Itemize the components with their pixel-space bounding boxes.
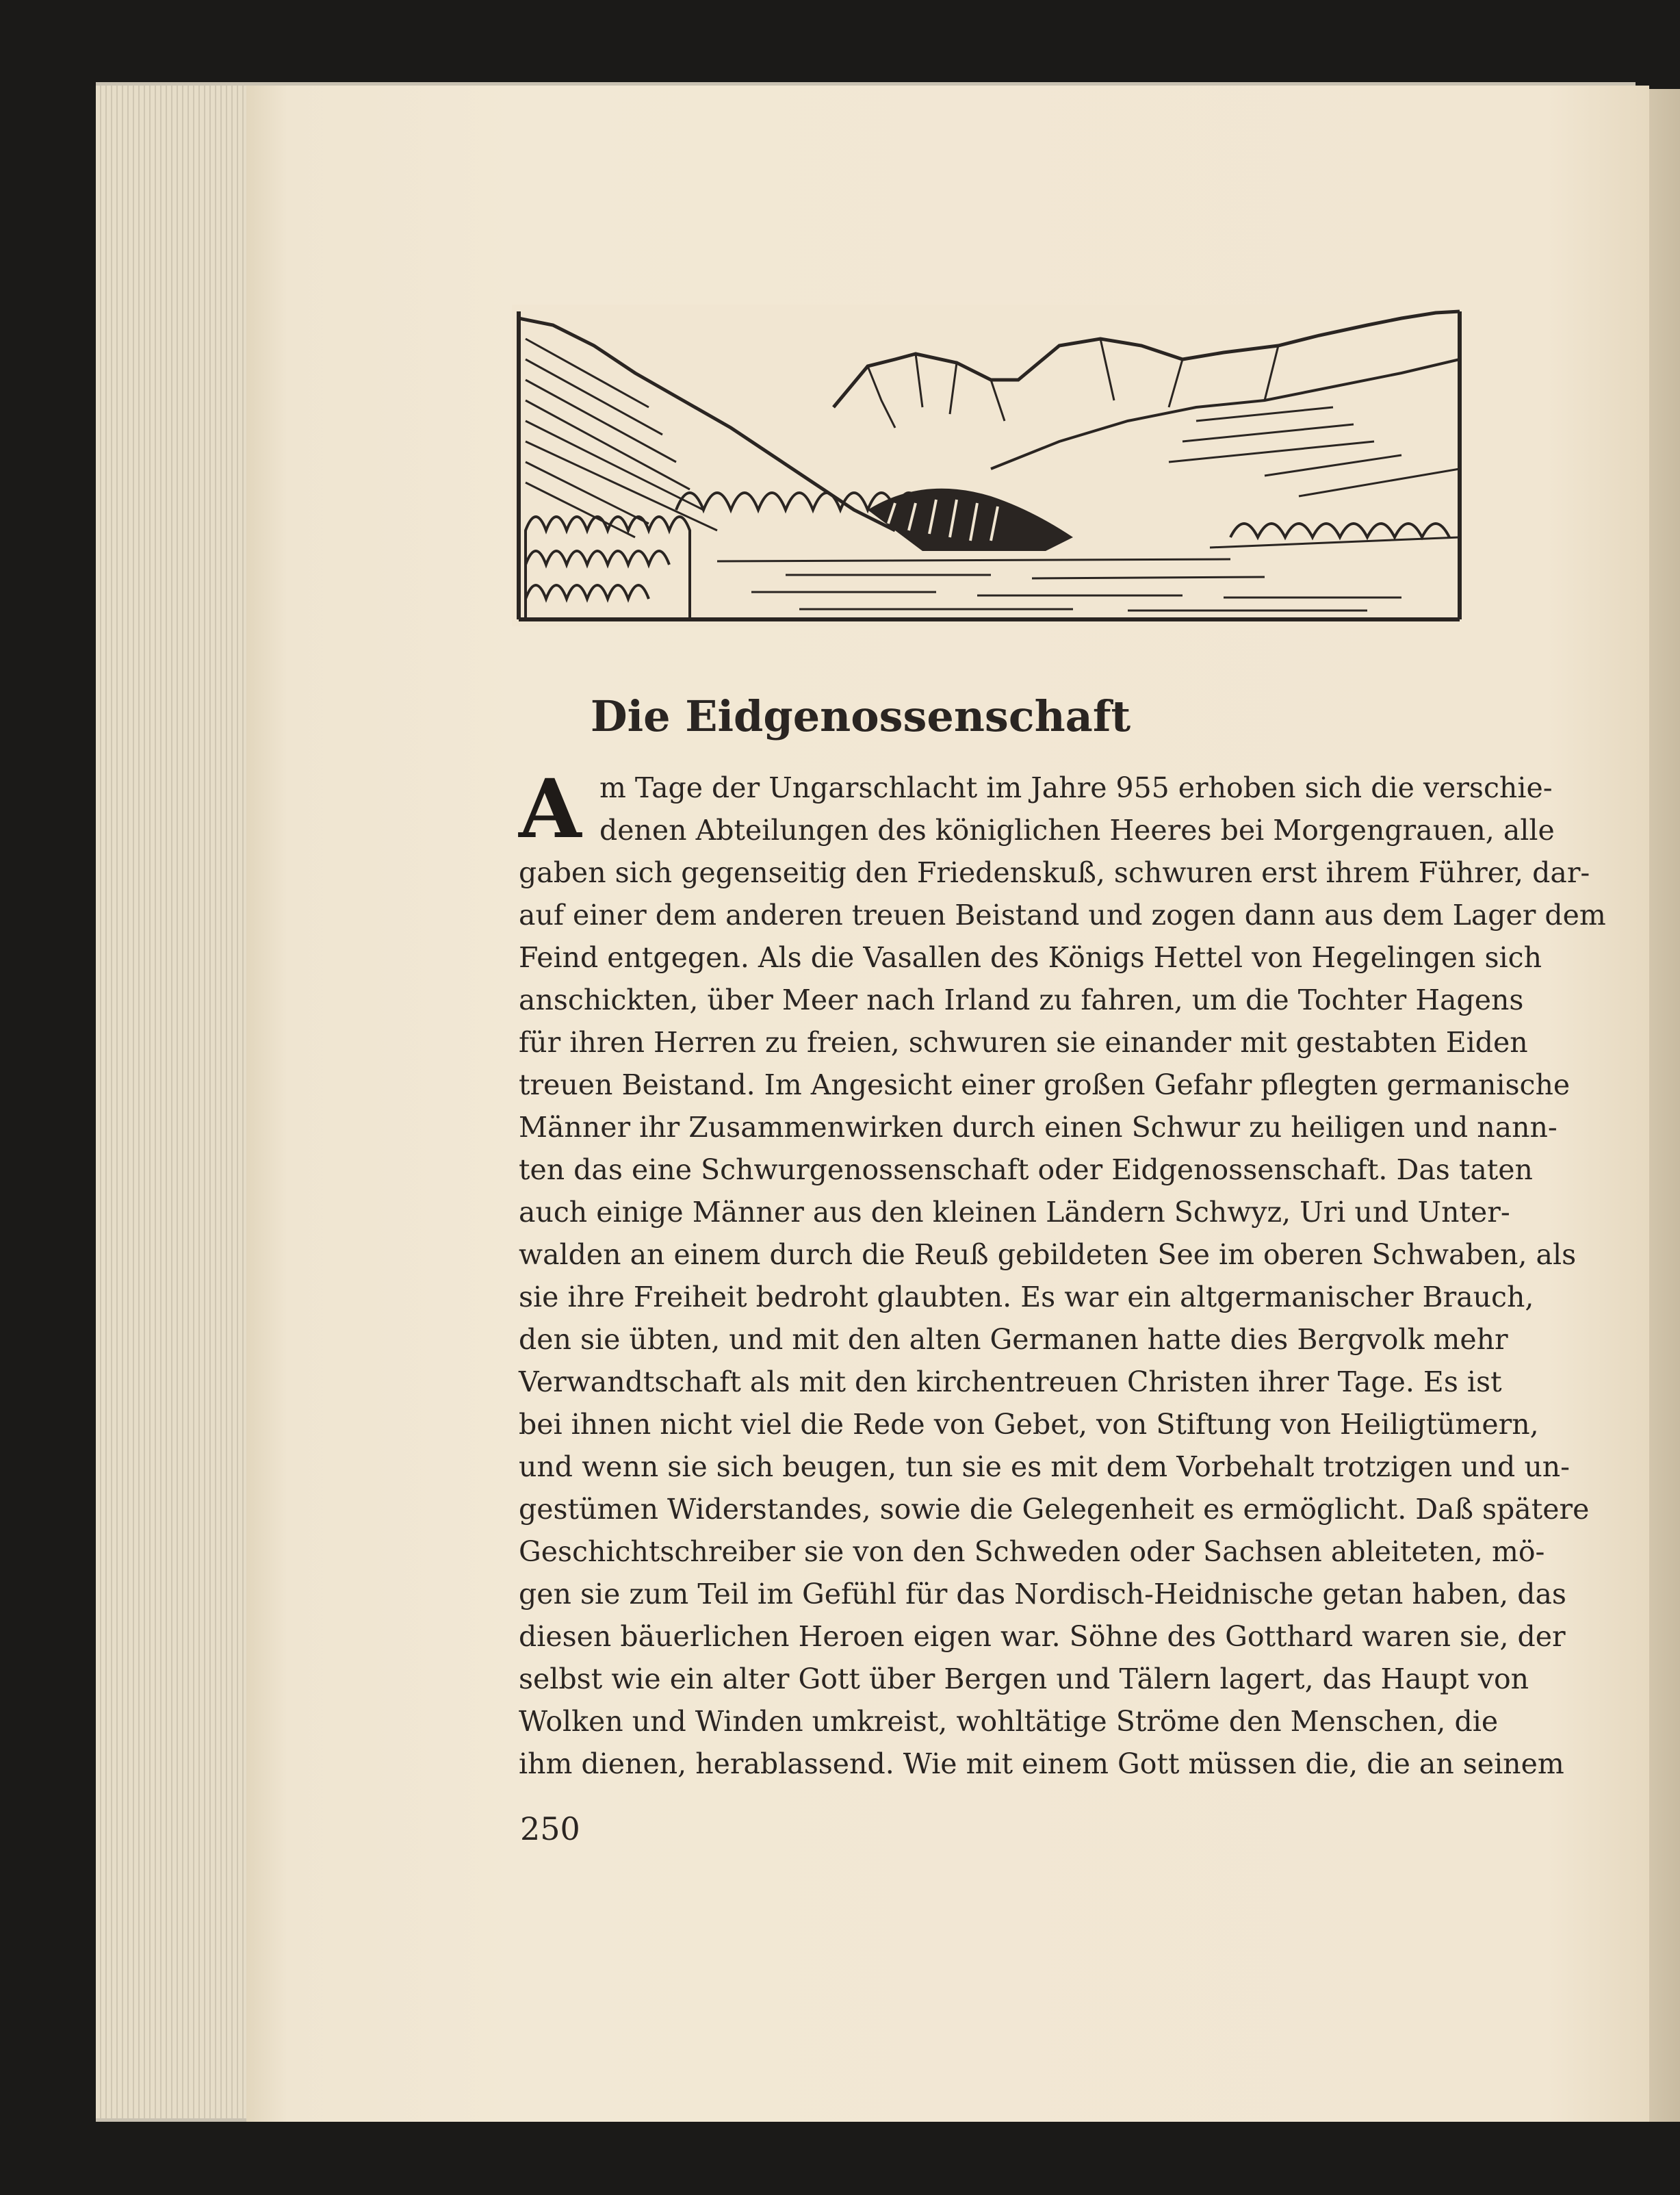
text-line: sie ihre Freiheit bedroht glaubten. Es war ein altgermanischer Brauch, bbox=[519, 1281, 1534, 1313]
body-text bbox=[519, 761, 1606, 1785]
text-line: und wenn sie sich beugen, tun sie es mit dem Vorbehalt trotzigen und un- bbox=[519, 1450, 1570, 1483]
text-line: gen sie zum Teil im Gefühl für das Nordisch-Heidnische getan haben, das bbox=[519, 1578, 1566, 1610]
text-line: den sie übten, und mit den alten Germanen hatte dies Bergvolk mehr bbox=[519, 1323, 1508, 1356]
text-line: auf einer dem anderen treuen Beistand und zogen dann aus dem Lager dem bbox=[519, 899, 1606, 932]
text-line: auch einige Männer aus den kleinen Ländern Schwyz, Uri und Unter- bbox=[519, 1196, 1510, 1229]
drop-cap: A bbox=[519, 761, 582, 856]
page-number: 250 bbox=[520, 1810, 580, 1847]
text-line: Männer ihr Zusammenwirken durch einen Schwur zu heiligen und nann- bbox=[519, 1111, 1558, 1144]
text-line: treuen Beistand. Im Angesicht einer großen Gefahr pflegten germanische bbox=[519, 1068, 1571, 1101]
text-line: ten das eine Schwurgenossenschaft oder Eidgenossenschaft. Das taten bbox=[519, 1153, 1533, 1186]
text-line: denen Abteilungen des königlichen Heeres bei Morgengrauen, alle bbox=[599, 814, 1555, 847]
text-line: walden an einem durch die Reuß gebildeten See im oberen Schwaben, als bbox=[519, 1238, 1577, 1271]
text-line: gestümen Widerstandes, sowie die Gelegenheit es ermöglicht. Daß spätere bbox=[519, 1493, 1590, 1526]
text-line: Geschichtschreiber sie von den Schweden oder Sachsen ableiteten, mö- bbox=[519, 1535, 1545, 1568]
text-line: m Tage der Ungarschlacht im Jahre 955 erhoben sich die verschie- bbox=[599, 771, 1553, 804]
text-line: Feind entgegen. Als die Vasallen des Königs Hettel von Hegelingen sich bbox=[519, 941, 1542, 974]
text-line: bei ihnen nicht viel die Rede von Gebet, von Stiftung von Heiligtümern, bbox=[519, 1408, 1539, 1441]
text-line: Verwandtschaft als mit den kirchentreuen Christen ihrer Tage. Es ist bbox=[519, 1365, 1502, 1398]
chapter-title: Die Eidgenossenschaft bbox=[590, 691, 1131, 741]
page-edges bbox=[96, 86, 253, 2118]
text-line: gaben sich gegenseitig den Friedenskuß, schwuren erst ihrem Führer, dar- bbox=[519, 856, 1590, 889]
text-line: anschickten, über Meer nach Irland zu fahren, um die Tochter Hagens bbox=[519, 984, 1524, 1016]
text-line: selbst wie ein alter Gott über Bergen und Tälern lagert, das Haupt von bbox=[519, 1663, 1529, 1695]
text-line: Wolken und Winden umkreist, wohltätige Ströme den Menschen, die bbox=[519, 1705, 1499, 1738]
text-line: diesen bäuerlichen Heroen eigen war. Söhne des Gotthard waren sie, der bbox=[519, 1620, 1566, 1653]
lake-woodcut-illustration bbox=[512, 305, 1466, 626]
text-line: ihm dienen, herablassend. Wie mit einem Gott müssen die, die an seinem bbox=[519, 1747, 1564, 1780]
text-line: für ihren Herren zu freien, schwuren sie einander mit gestabten Eiden bbox=[519, 1026, 1528, 1059]
